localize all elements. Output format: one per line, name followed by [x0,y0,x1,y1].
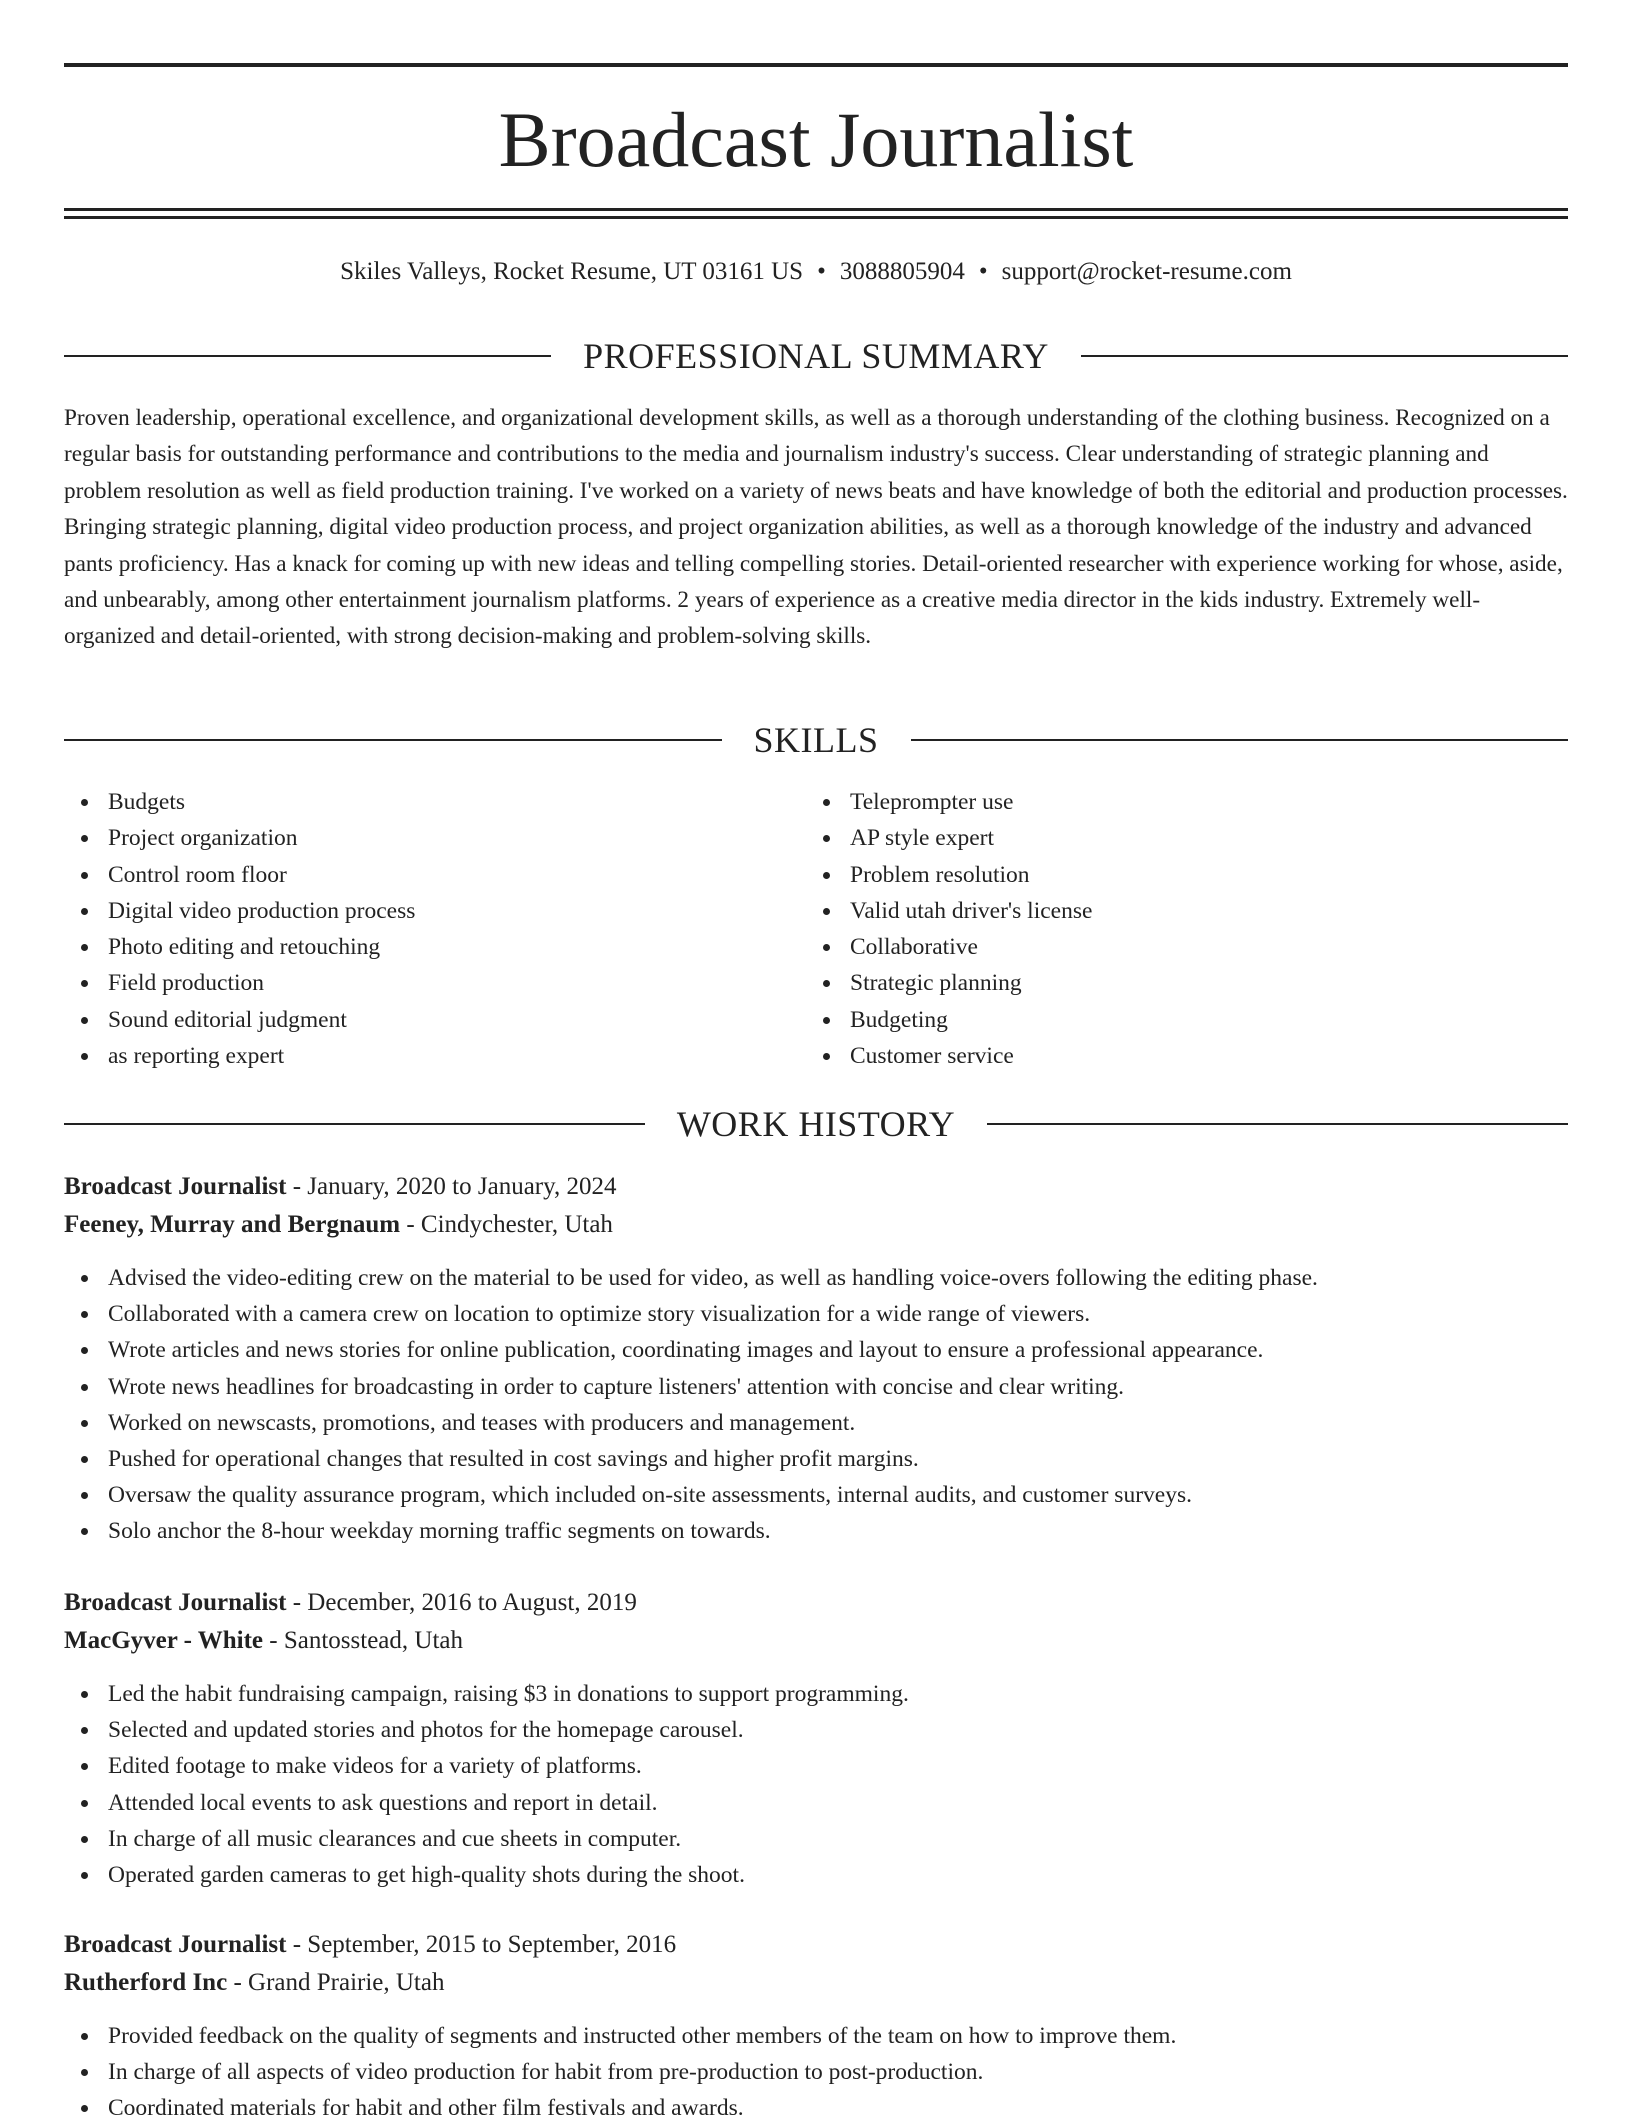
skill-item: Customer service [806,1038,1506,1074]
heading-rule-right [987,1123,1568,1125]
skill-item: Control room floor [64,857,764,893]
job-bullet: Worked on newscasts, promotions, and teases with producers and management. [64,1405,1568,1441]
job-company: Feeney, Murray and Bergnaum [64,1211,401,1238]
job-bullet: Attended local events to ask questions and report in detail. [64,1785,1568,1821]
title-rule-lower [64,216,1568,219]
job-bullet: Wrote news headlines for broadcasting in order to capture listeners' attention with concise and clear writing. [64,1369,1568,1405]
title-rule-upper [64,208,1568,211]
job-bullet: Collaborated with a camera crew on location to optimize story visualization for a wide range of viewers. [64,1296,1568,1332]
job-bullet: Solo anchor the 8-hour weekday morning traffic segments on towards. [64,1513,1568,1549]
job-title-line [64,1926,1568,1964]
job-dates: - September, 2015 to September, 2016 [286,1931,677,1958]
job-bullet: Operated garden cameras to get high-quality shots during the shoot. [64,1857,1568,1893]
skill-item: Budgets [64,784,764,820]
skill-item: Project organization [64,820,764,856]
job-bullet: Coordinated materials for habit and other film festivals and awards. [64,2090,1568,2126]
work-history-heading [64,1100,1568,1148]
skill-item: Teleprompter use [806,784,1506,820]
skill-item: Sound editorial judgment [64,1002,764,1038]
job-entry [64,1168,1568,1550]
job-title-line [64,1584,1568,1622]
summary-heading-label: PROFESSIONAL SUMMARY [583,336,1049,376]
job-dates: - December, 2016 to August, 2019 [286,1589,637,1616]
skill-item: as reporting expert [64,1038,764,1074]
skill-item: Problem resolution [806,857,1506,893]
skills-heading [64,716,1568,764]
job-title: Broadcast Journalist [64,1173,287,1200]
heading-rule-right [911,739,1569,741]
top-rule [64,63,1568,67]
job-bullet: In charge of all aspects of video production for habit from pre-production to post-production. [64,2054,1568,2090]
job-company-line [64,1622,1568,1660]
skill-item: Budgeting [806,1002,1506,1038]
heading-rule-left [64,1123,645,1125]
job-title: Broadcast Journalist [64,1589,287,1616]
summary-heading [64,332,1568,380]
page-title: Broadcast Journalist [498,96,1134,183]
job-bullet: Pushed for operational changes that resulted in cost savings and higher profit margins. [64,1441,1568,1477]
job-bullet: Wrote articles and news stories for online publication, coordinating images and layout to ensure a professional appearance. [64,1332,1568,1368]
job-company-line [64,1206,1568,1244]
job-bullet: Selected and updated stories and photos for the homepage carousel. [64,1712,1568,1748]
job-title: Broadcast Journalist [64,1931,287,1958]
job-bullet: Edited footage to make videos for a variety of platforms. [64,1748,1568,1784]
job-bullets [64,1676,1568,1893]
heading-rule-left [64,355,551,357]
job-dates: - January, 2020 to January, 2024 [286,1173,617,1200]
skills-list-left [64,784,764,1074]
heading-rule-right [1081,355,1568,357]
contact-separator: • [978,258,988,285]
skill-item: Digital video production process [64,893,764,929]
work-history-heading-label: WORK HISTORY [676,1104,956,1144]
job-company-line [64,1964,1568,2002]
skills-heading-label: SKILLS [753,720,879,760]
job-company: Rutherford Inc [64,1969,228,1996]
contact-separator: • [817,258,826,285]
job-bullets [64,1260,1568,1550]
job-bullets [64,2018,1568,2127]
job-bullet: Advised the video-editing crew on the material to be used for video, as well as handling voice-overs following the editing phase. [64,1260,1568,1296]
contact-email: support@rocket-resume.com [1001,258,1292,285]
job-bullet: Oversaw the quality assurance program, which included on-site assessments, internal audits, and customer surveys. [64,1477,1568,1513]
job-bullet: Led the habit fundraising campaign, raising $3 in donations to support programming. [64,1676,1568,1712]
job-entry [64,1584,1568,1893]
skill-item: Field production [64,965,764,1001]
summary-text: Proven leadership, operational excellence, and organizational development skills, as well as a thorough understanding of the clothing business. Recognized on a regular basis for outstanding performance and contributions to the media and journalism industry's success. Clear understanding of strategic planning and problem resolution as well as field production training. I've worked on a variety of news beats and have knowledge of both the editorial and production processes. Bringing strategic planning, digital video production process, and project organization abilities, as well as a thorough knowledge of the industry and advanced pants proficiency. Has a knack for coming up with new ideas and telling compelling stories. Detail-oriented researcher with experience working for whose, aside, and unbearably, among other entertainment journalism platforms. 2 years of experience as a creative media director in the kids industry. Extremely well-organized and detail-oriented, with strong decision-making and problem-solving skills. [64,405,1568,650]
contact-address: Skiles Valleys, Rocket Resume, UT 03161 US [340,258,804,285]
job-bullet: In charge of all music clearances and cue sheets in computer. [64,1821,1568,1857]
skill-item: AP style expert [806,820,1506,856]
job-company: MacGyver - White [64,1627,264,1654]
skill-item: Strategic planning [806,965,1506,1001]
job-location: - Grand Prairie, Utah [227,1969,445,1996]
job-location: - Cindychester, Utah [400,1211,613,1238]
job-location: - Santosstead, Utah [263,1627,463,1654]
job-bullet: Provided feedback on the quality of segments and instructed other members of the team on how to improve them. [64,2018,1568,2054]
skills-list-right [806,784,1506,1074]
skill-item: Photo editing and retouching [64,929,764,965]
job-entry [64,1926,1568,2127]
skill-item: Valid utah driver's license [806,893,1506,929]
skill-item: Collaborative [806,929,1506,965]
contact-phone: 3088805904 [839,258,965,285]
contact-line [64,252,1568,292]
job-title-line [64,1168,1568,1206]
heading-rule-left [64,739,722,741]
